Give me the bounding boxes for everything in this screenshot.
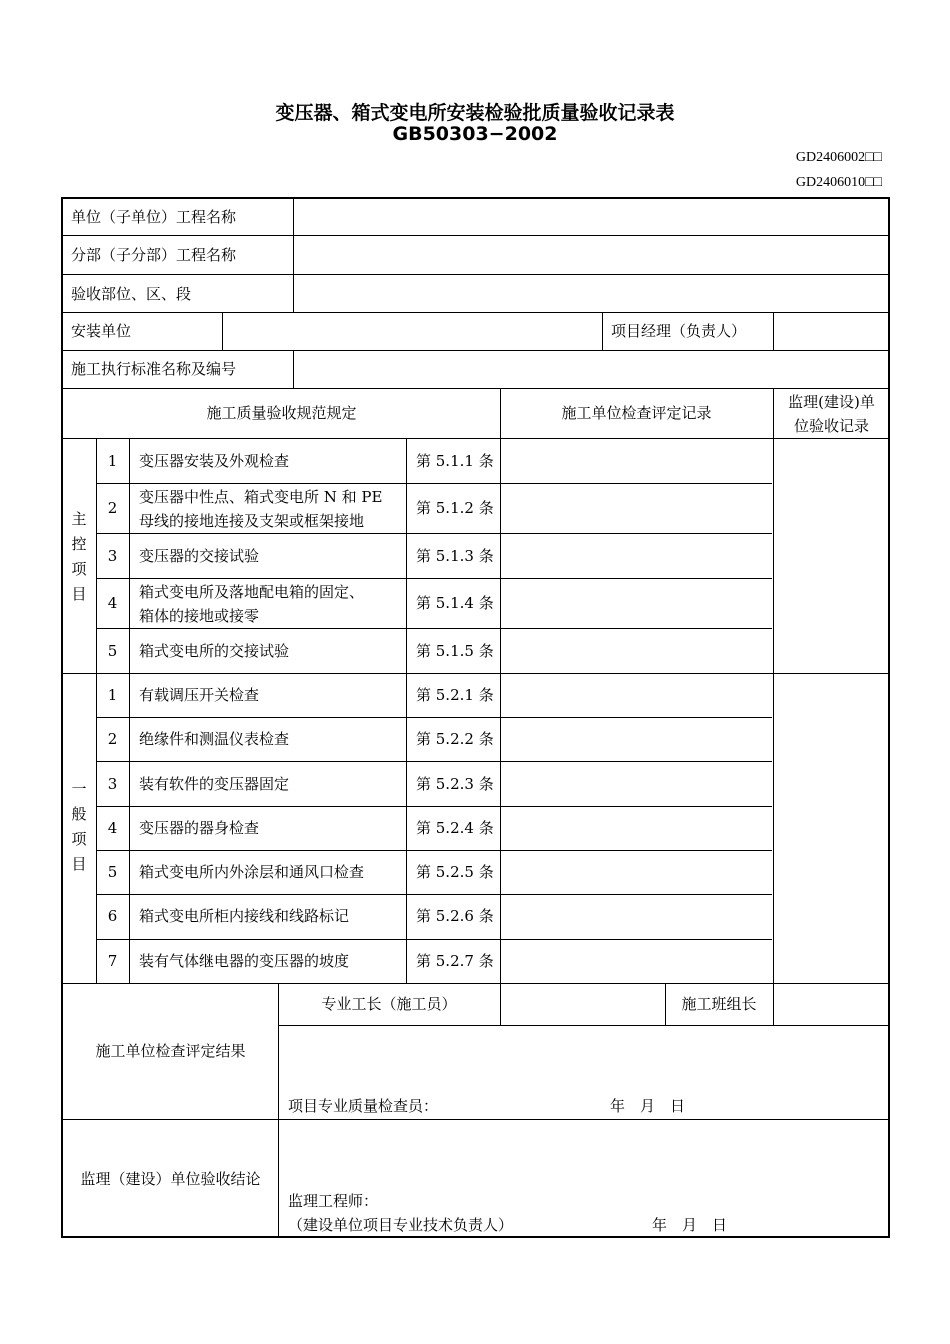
supervisor-result-label: 监理（建设）单位验收结论 <box>80 1170 261 1188</box>
general-group-label: 一般项目 <box>71 780 87 873</box>
general-item-text: 箱式变电所内外涂层和通风口检查 <box>139 863 365 881</box>
location-label: 验收部位、区、段 <box>71 285 192 303</box>
foreman-label: 专业工长（施工员） <box>321 995 457 1013</box>
contractor-result-label: 施工单位检查评定结果 <box>95 1042 246 1060</box>
general-item-text: 装有气体继电器的变压器的坡度 <box>139 952 350 970</box>
general-item-clause: 第 5.2.5 条 <box>416 863 494 881</box>
main-item-text: 变压器安装及外观检查 <box>139 452 290 470</box>
main-item-number: 3 <box>107 547 118 565</box>
general-item-text: 装有软件的变压器固定 <box>139 775 290 793</box>
record-column-header: 施工单位检查评定记录 <box>561 404 712 422</box>
installer-label: 安装单位 <box>71 322 132 340</box>
supervisor-column-header-2: 位验收记录 <box>793 417 869 435</box>
general-item-clause: 第 5.2.7 条 <box>416 952 494 970</box>
main-item-number: 5 <box>107 642 118 660</box>
general-item-number: 1 <box>107 686 118 704</box>
general-item-number: 4 <box>107 819 118 837</box>
general-item-clause: 第 5.2.1 条 <box>416 686 494 704</box>
main-control-group-label: 主控项目 <box>71 510 87 603</box>
page-title: 变压器、箱式变电所安装检验批质量验收记录表 <box>275 102 675 124</box>
main-item-text-line2: 母线的接地连接及支架或框架接地 <box>139 512 365 530</box>
general-item-number: 3 <box>107 775 118 793</box>
unit-name-label: 单位（子单位）工程名称 <box>71 208 237 226</box>
main-item-text-line2: 箱体的接地或接零 <box>139 607 260 625</box>
main-item-clause: 第 5.1.1 条 <box>416 452 494 470</box>
supervising-engineer-label: 监理工程师： <box>288 1192 379 1210</box>
owner-technical-lead-label: （建设单位项目专业技术负责人） <box>288 1216 514 1234</box>
general-item-text: 有载调压开关检查 <box>139 686 260 704</box>
standard-number: GB50303−2002 <box>392 123 558 145</box>
inspection-record-table <box>61 197 890 1238</box>
general-item-number: 6 <box>107 907 118 925</box>
general-item-clause: 第 5.2.6 条 <box>416 907 494 925</box>
main-item-text: 变压器的交接试验 <box>139 547 260 565</box>
form-code-2: GD2406010□□ <box>795 175 882 190</box>
quality-inspector-label: 项目专业质量检查员： <box>288 1097 439 1115</box>
team-leader-label: 施工班组长 <box>681 995 757 1013</box>
supervisor-column-header-1: 监理(建设)单 <box>788 393 875 411</box>
general-item-number: 7 <box>107 952 118 970</box>
acceptance-date-label: 年 月 日 <box>652 1216 728 1234</box>
general-item-text: 绝缘件和测温仪表检查 <box>139 730 290 748</box>
main-item-clause: 第 5.1.3 条 <box>416 547 494 565</box>
main-item-number: 2 <box>107 499 118 517</box>
main-item-text: 变压器中性点、箱式变电所 N 和 PE <box>139 488 383 506</box>
main-item-number: 1 <box>107 452 118 470</box>
spec-column-header: 施工质量验收规范规定 <box>206 404 357 422</box>
main-item-number: 4 <box>107 594 118 612</box>
main-item-clause: 第 5.1.2 条 <box>416 499 494 517</box>
main-item-text: 箱式变电所的交接试验 <box>139 642 290 660</box>
general-item-clause: 第 5.2.2 条 <box>416 730 494 748</box>
division-label: 分部（子分部）工程名称 <box>71 246 237 264</box>
main-item-clause: 第 5.1.5 条 <box>416 642 494 660</box>
general-item-clause: 第 5.2.4 条 <box>416 819 494 837</box>
general-item-clause: 第 5.2.3 条 <box>416 775 494 793</box>
main-item-clause: 第 5.1.4 条 <box>416 594 494 612</box>
general-item-number: 5 <box>107 863 118 881</box>
general-item-text: 箱式变电所柜内接线和线路标记 <box>139 907 350 925</box>
standard-name-label: 施工执行标准名称及编号 <box>71 360 237 378</box>
form-code-1: GD2406002□□ <box>795 150 882 165</box>
main-item-text: 箱式变电所及落地配电箱的固定、 <box>139 583 365 601</box>
general-item-text: 变压器的器身检查 <box>139 819 260 837</box>
inspection-date-label: 年 月 日 <box>610 1097 686 1115</box>
project-manager-label: 项目经理（负责人） <box>611 322 747 340</box>
general-item-number: 2 <box>107 730 118 748</box>
